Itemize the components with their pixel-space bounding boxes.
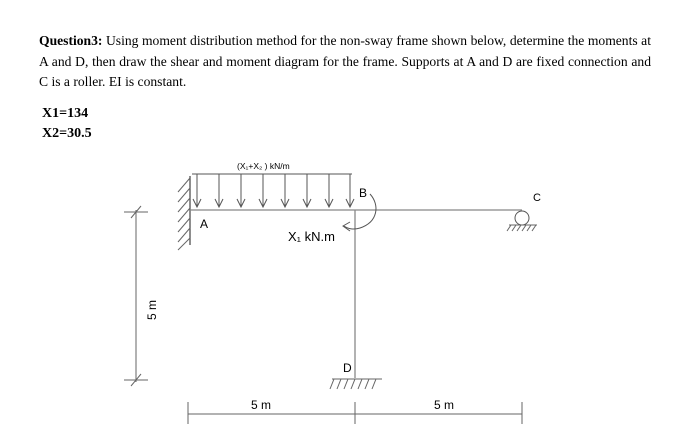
fixed-support-a (178, 176, 190, 250)
given-x2: X2=30.5 (42, 126, 92, 141)
load-arrow (259, 174, 267, 207)
load-arrow (325, 174, 333, 207)
node-c-label: C (533, 192, 541, 204)
load-arrow (281, 174, 289, 207)
given-x1: X1=134 (42, 106, 89, 121)
question-body: Using moment distribution method for the non-sway frame shown below, determine the moments at A and D, then draw the shear and moment diagram for the frame. Supports at A and D are fixed connection and C is a roller. EI is constant. (39, 33, 651, 89)
load-label: (X₁+X₂ ) kN/m (237, 161, 290, 171)
load-arrow (346, 174, 354, 207)
height-dimension (124, 206, 148, 386)
load-arrow (215, 174, 223, 207)
height-label: 5 m (145, 299, 159, 320)
node-b-label: B (359, 186, 368, 200)
span-dimension (188, 402, 522, 424)
distributed-load (192, 174, 354, 207)
load-arrow (193, 174, 201, 207)
load-arrow (237, 174, 245, 207)
roller-support-c (507, 211, 537, 231)
node-d-label: D (343, 361, 352, 375)
question-label: Question3: (39, 33, 103, 48)
span-bc-label: 5 m (434, 398, 455, 412)
node-a-label: A (200, 217, 209, 231)
load-arrow (303, 174, 311, 207)
span-ab-label: 5 m (251, 398, 272, 412)
fixed-support-d (330, 379, 382, 389)
moment-label: X₁ kN.m (288, 229, 335, 244)
